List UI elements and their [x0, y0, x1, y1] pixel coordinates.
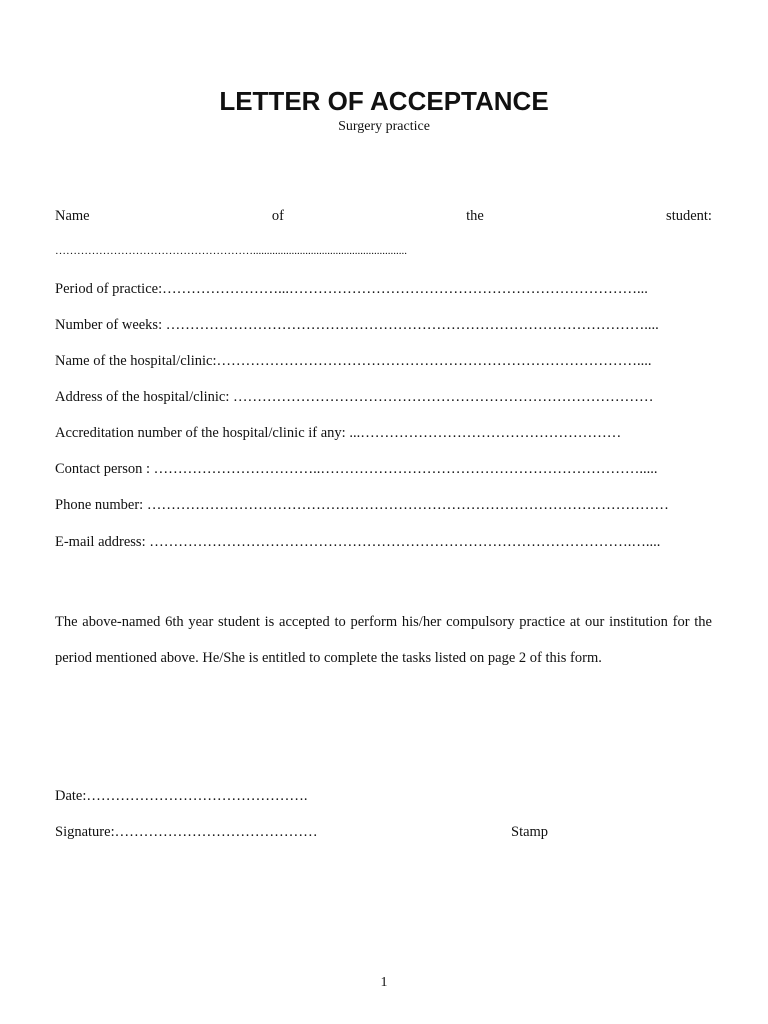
name-word-2: of: [271, 208, 284, 224]
hospital-address-field[interactable]: Address of the hospital/clinic: ……………………………………………………………………………: [55, 389, 654, 405]
name-word-3: the: [466, 208, 484, 224]
phone-number-field[interactable]: Phone number: ………………………………………………………………………………………………: [55, 497, 669, 513]
document-subtitle: Surgery practice: [338, 119, 430, 134]
document-title: LETTER OF ACCEPTANCE: [219, 86, 549, 116]
stamp-label: Stamp: [511, 824, 549, 840]
student-name-field[interactable]: ………………………………………………........................................................: [55, 245, 407, 257]
student-name-label-row: [55, 208, 712, 225]
period-of-practice-field[interactable]: Period of practice:……………………...………………………………………………………………...: [55, 281, 648, 297]
number-of-weeks-field[interactable]: Number of weeks: ………………………………………………………………………………………....: [55, 317, 659, 333]
signature-field[interactable]: Signature:……………………………………: [55, 824, 318, 840]
acceptance-paragraph: The above-named 6th year student is accepted to perform his/her compulsory practice at our institution for the period mentioned above. He/She is entitled to complete the tasks listed on page 2 of this form.: [55, 614, 712, 666]
contact-person-field[interactable]: Contact person : ……………………………..………………………………………………………….....: [55, 461, 658, 477]
hospital-name-field[interactable]: Name of the hospital/clinic:……………………………………………………………………………....: [55, 353, 652, 369]
accreditation-number-field[interactable]: Accreditation number of the hospital/clinic if any: ...………………………………………………: [55, 425, 622, 441]
page-number: 1: [380, 975, 388, 990]
date-field[interactable]: Date:……………………………………….: [55, 788, 308, 804]
name-word-1: Name: [55, 208, 90, 224]
email-address-field[interactable]: E-mail address: ……………………………………………………………………………………….…....: [55, 534, 661, 550]
name-word-4: student:: [666, 208, 712, 224]
